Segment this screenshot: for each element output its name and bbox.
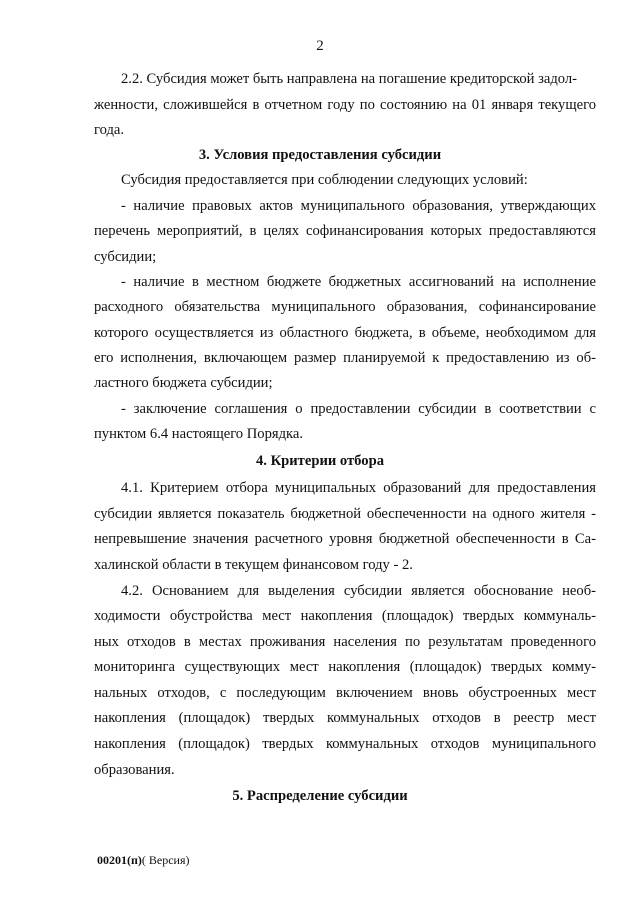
s3-item2-line-1: - наличие в местном бюджете бюджетных ассигнований на исполнение — [121, 274, 596, 290]
footer-version: ( Версия) — [141, 853, 190, 867]
p4-2-line-4: мониторинга существующих мест накопления (площадок) твердых комму- — [94, 659, 596, 675]
s3-item2-line-5: ластного бюджета субсидии; — [94, 375, 273, 391]
s3-item2-line-3: которого осуществляется из областного бюджета, в объеме, необходимом для — [94, 325, 596, 341]
p2-2-line-1: 2.2. Субсидия может быть направлена на погашение кредиторской задол- — [121, 71, 578, 87]
s3-item1-line-1: - наличие правовых актов муниципального образования, утверждающих — [121, 198, 596, 214]
section-4-title: 4. Критерии отбора — [255, 453, 385, 469]
section-3-intro: Субсидия предоставляется при соблюдении следующих условий: — [121, 172, 528, 188]
page-number: 2 — [316, 38, 324, 54]
s3-item3-line-2: пунктом 6.4 настоящего Порядка. — [94, 426, 304, 442]
s3-item1-line-2: перечень мероприятий, в целях софинансирования которых предоставляются — [94, 223, 596, 239]
footer-code: 00201(п) — [97, 853, 142, 867]
s3-item1-line-3: субсидии; — [94, 249, 157, 265]
p4-2-line-1: 4.2. Основанием для выделения субсидии является обоснование необ- — [121, 583, 596, 599]
s3-item3-line-1: - заключение соглашения о предоставлении субсидии в соответствии с — [121, 401, 596, 417]
section-3-title: 3. Условия предоставления субсидии — [198, 147, 442, 163]
p4-2-line-8: образования. — [94, 762, 175, 778]
footer — [97, 853, 190, 868]
p4-1-line-1: 4.1. Критерием отбора муниципальных образований для предоставления — [121, 480, 596, 496]
p4-1-line-4: халинской области в текущем финансовом году - 2. — [94, 557, 413, 573]
s3-item2-line-2: расходного обязательства муниципального образования, софинансирование — [94, 299, 596, 315]
p4-1-line-2: субсидии является показатель бюджетной обеспеченности на одного жителя - — [94, 506, 596, 522]
p4-1-line-3: непревышение значения расчетного уровня бюджетной обеспеченности в Са- — [94, 531, 596, 547]
p2-2-line-3: года. — [94, 122, 125, 138]
p4-2-line-6: накопления (площадок) твердых коммунальных отходов в реестр мест — [94, 710, 596, 726]
s3-item2-line-4: его исполнения, включающем размер планируемой к предоставлению из об- — [94, 350, 596, 366]
p4-2-line-3: ных отходов в местах проживания населения по результатам проведенного — [94, 634, 596, 650]
p2-2-line-2: женности, сложившейся в отчетном году по состоянию на 01 января текущего — [94, 97, 596, 113]
p4-2-line-2: ходимости обустройства мест накопления (площадок) твердых коммуналь- — [94, 608, 596, 624]
section-5-title: 5. Распределение субсидии — [232, 788, 408, 804]
p4-2-line-7: накопления (площадок) твердых коммунальных отходов муниципального — [94, 736, 596, 752]
p4-2-line-5: нальных отходов, с последующим включением вновь обустроенных мест — [94, 685, 596, 701]
